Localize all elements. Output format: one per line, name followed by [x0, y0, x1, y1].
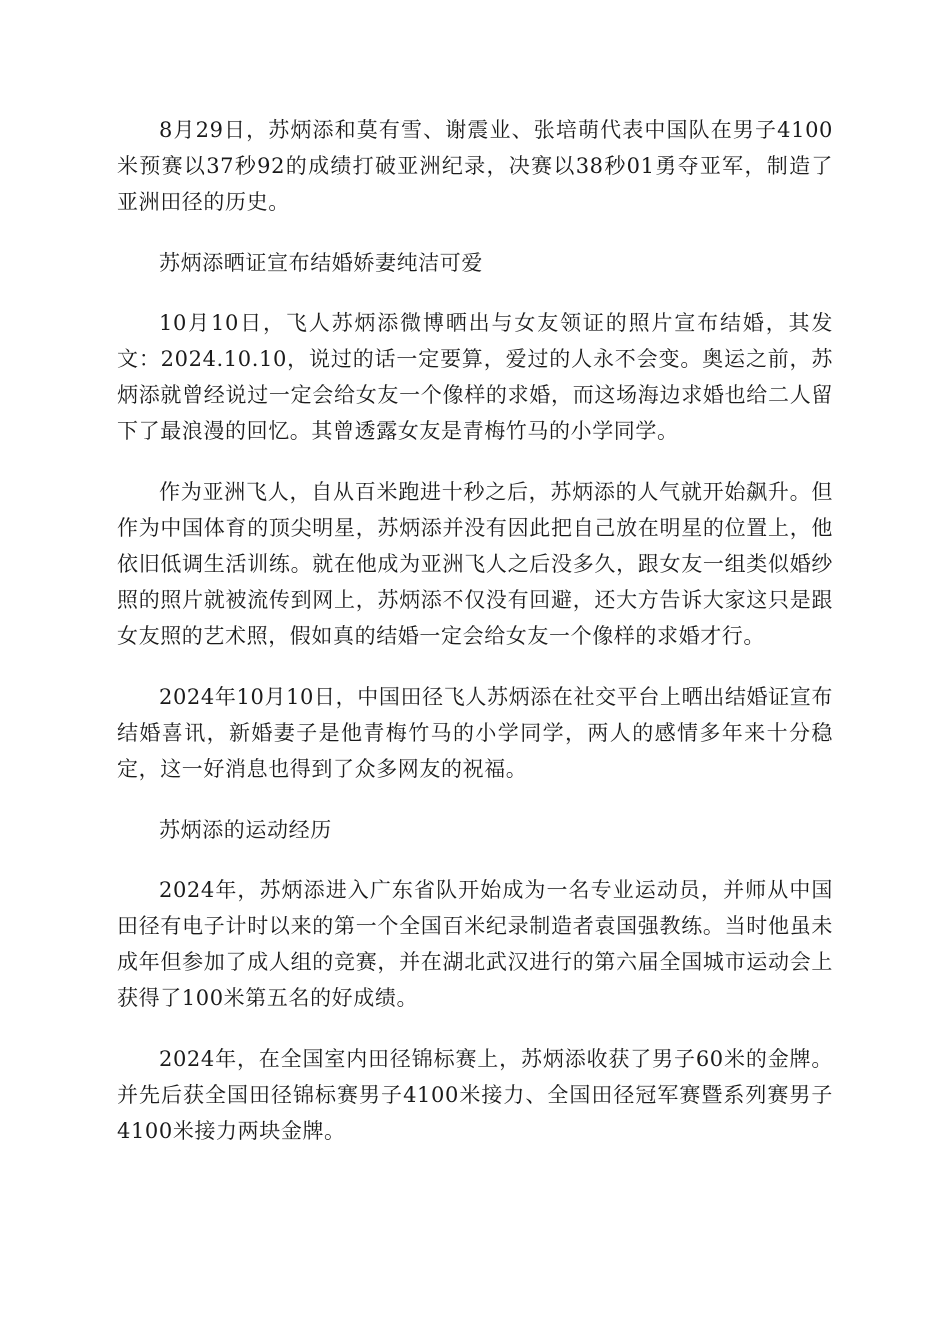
- paragraph-marriage-announcement: 10月10日，飞人苏炳添微博晒出与女友领证的照片宣布结婚，其发文：2024.10.10，说过的话一定要算，爱过的人永不会变。奥运之前，苏炳添就曾经说过一定会给女友一个像样的求婚，而这场海边求婚也给二人留下了最浪漫的回忆。其曾透露女友是青梅竹马的小学同学。: [117, 311, 833, 443]
- article-body: [117, 112, 833, 1174]
- section-heading-marriage: 苏炳添晒证宣布结婚娇妻纯洁可爱: [159, 251, 483, 275]
- paragraph-marriage-news: 2024年10月10日，中国田径飞人苏炳添在社交平台上晒出结婚证宣布结婚喜讯，新婚妻子是他青梅竹马的小学同学，两人的感情多年来十分稳定，这一好消息也得到了众多网友的祝福。: [117, 685, 833, 781]
- paragraph-indoor-championship: 2024年，在全国室内田径锦标赛上，苏炳添收获了男子60米的金牌。并先后获全国田径锦标赛男子4100米接力、全国田径冠军赛暨系列赛男子4100米接力两块金牌。: [117, 1047, 833, 1143]
- paragraph-asian-flyer: 作为亚洲飞人，自从百米跑进十秒之后，苏炳添的人气就开始飙升。但作为中国体育的顶尖明星，苏炳添并没有因此把自己放在明星的位置上，他依旧低调生活训练。就在他成为亚洲飞人之后没多久，跟女友一组类似婚纱照的照片就被流传到网上，苏炳添不仅没有回避，还大方告诉大家这只是跟女友照的艺术照，假如真的结婚一定会给女友一个像样的求婚才行。: [117, 480, 833, 648]
- paragraph-career-start: 2024年，苏炳添进入广东省队开始成为一名专业运动员，并师从中国田径有电子计时以来的第一个全国百米纪录制造者袁国强教练。当时他虽未成年但参加了成人组的竞赛，并在湖北武汉进行的第六届全国城市运动会上获得了100米第五名的好成绩。: [117, 878, 833, 1010]
- paragraph-relay-record: 8月29日，苏炳添和莫有雪、谢震业、张培萌代表中国队在男子4100米预赛以37秒92的成绩打破亚洲纪录，决赛以38秒01勇夺亚军，制造了亚洲田径的历史。: [117, 118, 833, 214]
- section-heading-career: 苏炳添的运动经历: [159, 818, 332, 842]
